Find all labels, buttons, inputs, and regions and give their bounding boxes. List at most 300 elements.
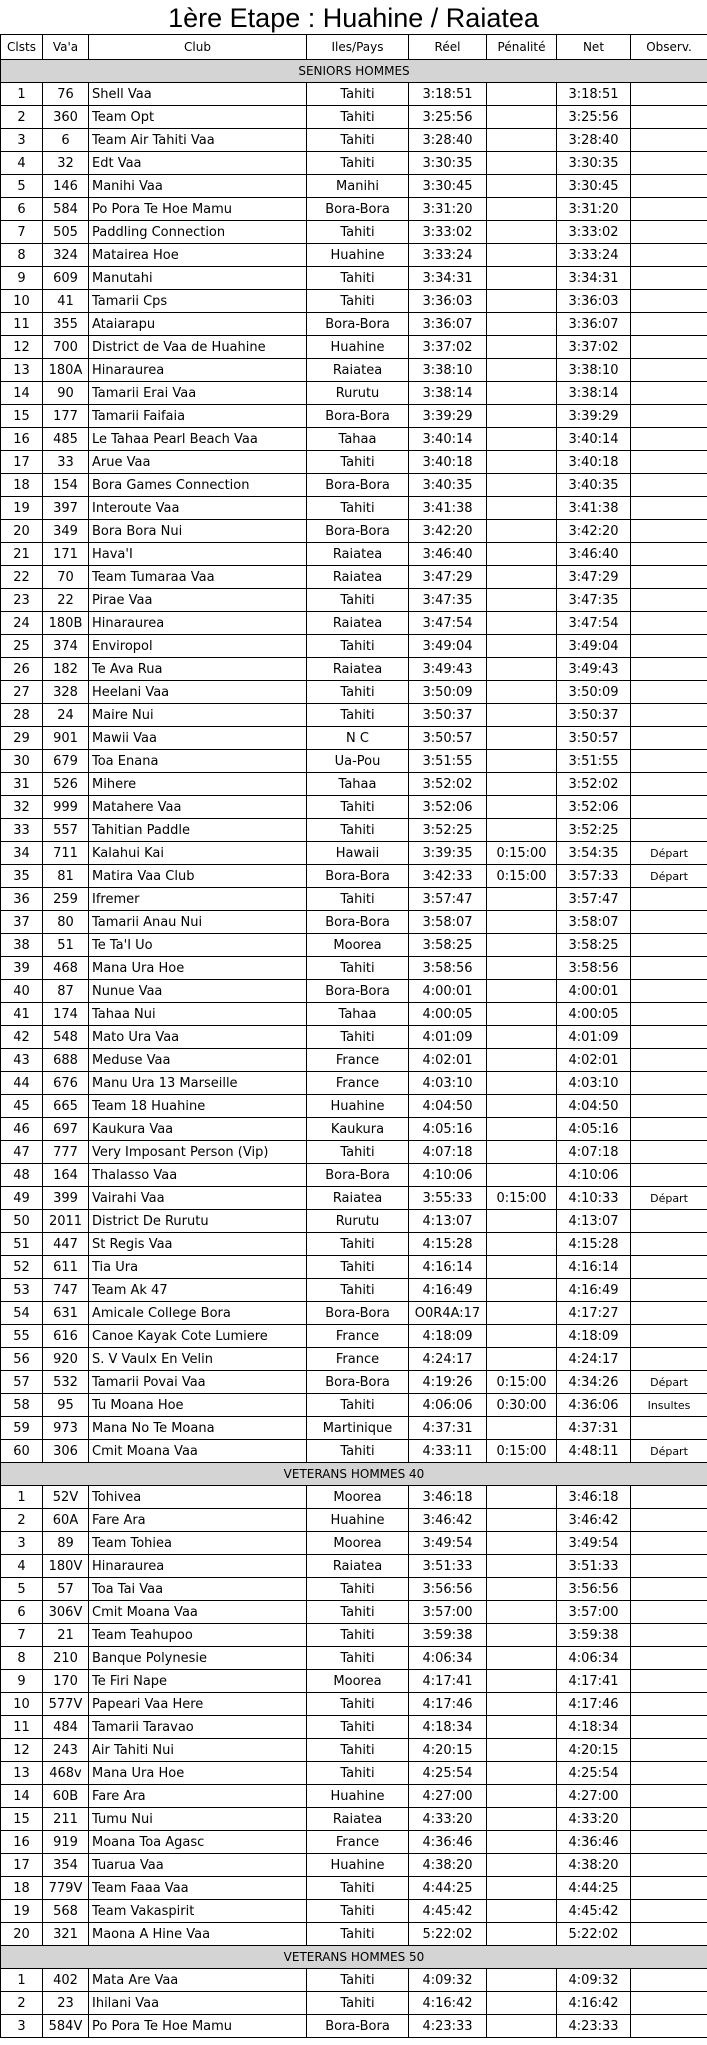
penalty-cell bbox=[487, 1233, 557, 1256]
island-cell: Ua-Pou bbox=[307, 750, 409, 773]
penalty-cell bbox=[487, 106, 557, 129]
penalty-cell bbox=[487, 290, 557, 313]
penalty-cell bbox=[487, 957, 557, 980]
net-time-cell: 3:58:07 bbox=[557, 911, 631, 934]
rank-cell: 20 bbox=[1, 1923, 43, 1946]
penalty-cell bbox=[487, 1256, 557, 1279]
island-cell: Tahiti bbox=[307, 1279, 409, 1302]
net-time-cell: 3:40:35 bbox=[557, 474, 631, 497]
vaa-cell: 397 bbox=[43, 497, 89, 520]
vaa-cell: 485 bbox=[43, 428, 89, 451]
net-time-cell: 3:47:54 bbox=[557, 612, 631, 635]
vaa-cell: 468v bbox=[43, 1762, 89, 1785]
net-time-cell: 4:38:20 bbox=[557, 1854, 631, 1877]
net-time-cell: 4:37:31 bbox=[557, 1417, 631, 1440]
island-cell: Hawaii bbox=[307, 842, 409, 865]
club-cell: Tohivea bbox=[89, 1486, 307, 1509]
rank-cell: 46 bbox=[1, 1118, 43, 1141]
vaa-cell: 57 bbox=[43, 1578, 89, 1601]
penalty-cell bbox=[487, 612, 557, 635]
rank-cell: 16 bbox=[1, 428, 43, 451]
net-time-cell: 3:50:37 bbox=[557, 704, 631, 727]
island-cell: Tahiti bbox=[307, 681, 409, 704]
table-row bbox=[1, 865, 707, 888]
table-row bbox=[1, 1900, 707, 1923]
club-cell: Tamarii Taravao bbox=[89, 1716, 307, 1739]
table-row bbox=[1, 1992, 707, 2015]
net-time-cell: 4:16:14 bbox=[557, 1256, 631, 1279]
rank-cell: 31 bbox=[1, 773, 43, 796]
penalty-cell bbox=[487, 1302, 557, 1325]
table-row bbox=[1, 1325, 707, 1348]
real-time-cell: 3:56:56 bbox=[409, 1578, 487, 1601]
real-time-cell: 3:30:35 bbox=[409, 152, 487, 175]
rank-cell: 30 bbox=[1, 750, 43, 773]
vaa-cell: 568 bbox=[43, 1900, 89, 1923]
penalty-cell: 0:15:00 bbox=[487, 865, 557, 888]
island-cell: Raiatea bbox=[307, 658, 409, 681]
real-time-cell: 3:31:20 bbox=[409, 198, 487, 221]
observation-cell bbox=[631, 520, 707, 543]
observation-cell bbox=[631, 267, 707, 290]
observation-cell bbox=[631, 290, 707, 313]
net-time-cell: 3:54:35 bbox=[557, 842, 631, 865]
rank-cell: 8 bbox=[1, 244, 43, 267]
vaa-cell: 631 bbox=[43, 1302, 89, 1325]
rank-cell: 17 bbox=[1, 1854, 43, 1877]
table-row bbox=[1, 658, 707, 681]
island-cell: France bbox=[307, 1831, 409, 1854]
vaa-cell: 21 bbox=[43, 1624, 89, 1647]
vaa-cell: 505 bbox=[43, 221, 89, 244]
page-title: 1ère Etape : Huahine / Raiatea bbox=[168, 3, 539, 33]
rank-cell: 24 bbox=[1, 612, 43, 635]
real-time-cell: 3:57:47 bbox=[409, 888, 487, 911]
island-cell: Bora-Bora bbox=[307, 980, 409, 1003]
club-cell: Team Tohiea bbox=[89, 1532, 307, 1555]
penalty-cell bbox=[487, 1647, 557, 1670]
penalty-cell bbox=[487, 405, 557, 428]
club-cell: Very Imposant Person (Vip) bbox=[89, 1141, 307, 1164]
penalty-cell bbox=[487, 267, 557, 290]
rank-cell: 14 bbox=[1, 382, 43, 405]
observation-cell bbox=[631, 1601, 707, 1624]
vaa-cell: 321 bbox=[43, 1923, 89, 1946]
net-time-cell: 4:20:15 bbox=[557, 1739, 631, 1762]
penalty-cell bbox=[487, 911, 557, 934]
penalty-cell bbox=[487, 1670, 557, 1693]
real-time-cell: O0R4A:17 bbox=[409, 1302, 487, 1325]
island-cell: Huahine bbox=[307, 1785, 409, 1808]
observation-cell bbox=[631, 474, 707, 497]
net-time-cell: 4:01:09 bbox=[557, 1026, 631, 1049]
vaa-cell: 688 bbox=[43, 1049, 89, 1072]
vaa-cell: 154 bbox=[43, 474, 89, 497]
penalty-cell: 0:30:00 bbox=[487, 1394, 557, 1417]
vaa-cell: 611 bbox=[43, 1256, 89, 1279]
club-cell: Maire Nui bbox=[89, 704, 307, 727]
island-cell: Huahine bbox=[307, 1095, 409, 1118]
club-cell: Canoe Kayak Cote Lumiere bbox=[89, 1325, 307, 1348]
table-row bbox=[1, 221, 707, 244]
club-cell: Ataiarapu bbox=[89, 313, 307, 336]
island-cell: Tahiti bbox=[307, 888, 409, 911]
table-row bbox=[1, 106, 707, 129]
real-time-cell: 4:18:09 bbox=[409, 1325, 487, 1348]
rank-cell: 7 bbox=[1, 1624, 43, 1647]
club-cell: Tahitian Paddle bbox=[89, 819, 307, 842]
penalty-cell bbox=[487, 888, 557, 911]
island-cell: Rurutu bbox=[307, 382, 409, 405]
observation-cell bbox=[631, 1578, 707, 1601]
real-time-cell: 3:38:10 bbox=[409, 359, 487, 382]
rank-cell: 7 bbox=[1, 221, 43, 244]
island-cell: Kaukura bbox=[307, 1118, 409, 1141]
vaa-cell: 171 bbox=[43, 543, 89, 566]
table-row bbox=[1, 957, 707, 980]
club-cell: Mata Are Vaa bbox=[89, 1969, 307, 1992]
rank-cell: 27 bbox=[1, 681, 43, 704]
real-time-cell: 3:51:55 bbox=[409, 750, 487, 773]
island-cell: Tahiti bbox=[307, 1647, 409, 1670]
net-time-cell: 4:04:50 bbox=[557, 1095, 631, 1118]
real-time-cell: 4:23:33 bbox=[409, 2015, 487, 2038]
rank-cell: 19 bbox=[1, 497, 43, 520]
table-row bbox=[1, 1486, 707, 1509]
table-row bbox=[1, 681, 707, 704]
observation-cell bbox=[631, 83, 707, 106]
real-time-cell: 3:50:09 bbox=[409, 681, 487, 704]
penalty-cell bbox=[487, 1624, 557, 1647]
table-row bbox=[1, 1371, 707, 1394]
observation-cell bbox=[631, 1049, 707, 1072]
club-cell: Tia Ura bbox=[89, 1256, 307, 1279]
real-time-cell: 4:36:46 bbox=[409, 1831, 487, 1854]
table-row bbox=[1, 612, 707, 635]
penalty-cell bbox=[487, 1141, 557, 1164]
island-cell: Raiatea bbox=[307, 359, 409, 382]
net-time-cell: 4:18:34 bbox=[557, 1716, 631, 1739]
club-cell: Air Tahiti Nui bbox=[89, 1739, 307, 1762]
real-time-cell: 4:07:18 bbox=[409, 1141, 487, 1164]
net-time-cell: 4:15:28 bbox=[557, 1233, 631, 1256]
club-cell: Te Ta'I Uo bbox=[89, 934, 307, 957]
net-time-cell: 4:17:41 bbox=[557, 1670, 631, 1693]
real-time-cell: 3:46:40 bbox=[409, 543, 487, 566]
rank-cell: 59 bbox=[1, 1417, 43, 1440]
penalty-cell bbox=[487, 589, 557, 612]
table-row bbox=[1, 934, 707, 957]
vaa-cell: 177 bbox=[43, 405, 89, 428]
rank-cell: 4 bbox=[1, 152, 43, 175]
rank-cell: 2 bbox=[1, 1509, 43, 1532]
rank-cell: 44 bbox=[1, 1072, 43, 1095]
observation-cell bbox=[631, 819, 707, 842]
island-cell: Raiatea bbox=[307, 1187, 409, 1210]
island-cell: Bora-Bora bbox=[307, 198, 409, 221]
penalty-cell bbox=[487, 980, 557, 1003]
table-row bbox=[1, 1739, 707, 1762]
table-row bbox=[1, 1095, 707, 1118]
real-time-cell: 3:36:03 bbox=[409, 290, 487, 313]
rank-cell: 18 bbox=[1, 1877, 43, 1900]
observation-cell bbox=[631, 1141, 707, 1164]
island-cell: Bora-Bora bbox=[307, 2015, 409, 2038]
island-cell: France bbox=[307, 1072, 409, 1095]
penalty-cell bbox=[487, 566, 557, 589]
net-time-cell: 4:16:49 bbox=[557, 1279, 631, 1302]
rank-cell: 29 bbox=[1, 727, 43, 750]
net-time-cell: 4:25:54 bbox=[557, 1762, 631, 1785]
net-time-cell: 3:36:03 bbox=[557, 290, 631, 313]
net-time-cell: 3:36:07 bbox=[557, 313, 631, 336]
net-time-cell: 3:18:51 bbox=[557, 83, 631, 106]
net-time-cell: 3:25:56 bbox=[557, 106, 631, 129]
real-time-cell: 4:00:05 bbox=[409, 1003, 487, 1026]
net-time-cell: 3:46:42 bbox=[557, 1509, 631, 1532]
rank-cell: 18 bbox=[1, 474, 43, 497]
club-cell: Arue Vaa bbox=[89, 451, 307, 474]
island-cell: Huahine bbox=[307, 1509, 409, 1532]
real-time-cell: 4:38:20 bbox=[409, 1854, 487, 1877]
section-header-row bbox=[1, 60, 707, 83]
island-cell: Tahiti bbox=[307, 1601, 409, 1624]
real-time-cell: 3:49:04 bbox=[409, 635, 487, 658]
penalty-cell bbox=[487, 336, 557, 359]
table-row bbox=[1, 1141, 707, 1164]
net-time-cell: 3:31:20 bbox=[557, 198, 631, 221]
rank-cell: 1 bbox=[1, 83, 43, 106]
penalty-cell bbox=[487, 1854, 557, 1877]
table-row bbox=[1, 1969, 707, 1992]
vaa-cell: 52V bbox=[43, 1486, 89, 1509]
real-time-cell: 4:02:01 bbox=[409, 1049, 487, 1072]
club-cell: Tumu Nui bbox=[89, 1808, 307, 1831]
penalty-cell bbox=[487, 727, 557, 750]
net-time-cell: 4:34:26 bbox=[557, 1371, 631, 1394]
rank-cell: 3 bbox=[1, 129, 43, 152]
observation-cell bbox=[631, 796, 707, 819]
observation-cell bbox=[631, 451, 707, 474]
island-cell: Tahiti bbox=[307, 1578, 409, 1601]
real-time-cell: 4:01:09 bbox=[409, 1026, 487, 1049]
table-row bbox=[1, 796, 707, 819]
real-time-cell: 3:34:31 bbox=[409, 267, 487, 290]
rank-cell: 43 bbox=[1, 1049, 43, 1072]
island-cell: Raiatea bbox=[307, 566, 409, 589]
island-cell: Bora-Bora bbox=[307, 405, 409, 428]
rank-cell: 49 bbox=[1, 1187, 43, 1210]
net-time-cell: 4:48:11 bbox=[557, 1440, 631, 1463]
observation-cell bbox=[631, 1969, 707, 1992]
real-time-cell: 4:00:01 bbox=[409, 980, 487, 1003]
observation-cell bbox=[631, 543, 707, 566]
observation-cell: Insultes bbox=[631, 1394, 707, 1417]
club-cell: Tamarii Cps bbox=[89, 290, 307, 313]
club-cell: Team Opt bbox=[89, 106, 307, 129]
observation-cell bbox=[631, 1095, 707, 1118]
observation-cell bbox=[631, 1670, 707, 1693]
table-row bbox=[1, 1601, 707, 1624]
observation-cell bbox=[631, 1739, 707, 1762]
club-cell: Team 18 Huahine bbox=[89, 1095, 307, 1118]
club-cell: Manutahi bbox=[89, 267, 307, 290]
net-time-cell: 3:52:06 bbox=[557, 796, 631, 819]
vaa-cell: 920 bbox=[43, 1348, 89, 1371]
table-row bbox=[1, 1762, 707, 1785]
vaa-cell: 484 bbox=[43, 1716, 89, 1739]
table-row bbox=[1, 1417, 707, 1440]
real-time-cell: 3:30:45 bbox=[409, 175, 487, 198]
penalty-cell bbox=[487, 1877, 557, 1900]
rank-cell: 14 bbox=[1, 1785, 43, 1808]
island-cell: Tahiti bbox=[307, 451, 409, 474]
penalty-cell bbox=[487, 1831, 557, 1854]
real-time-cell: 3:42:33 bbox=[409, 865, 487, 888]
penalty-cell bbox=[487, 2015, 557, 2038]
rank-cell: 58 bbox=[1, 1394, 43, 1417]
rank-cell: 4 bbox=[1, 1555, 43, 1578]
rank-cell: 3 bbox=[1, 2015, 43, 2038]
penalty-cell bbox=[487, 1210, 557, 1233]
real-time-cell: 3:50:57 bbox=[409, 727, 487, 750]
island-cell: Tahiti bbox=[307, 129, 409, 152]
real-time-cell: 3:49:43 bbox=[409, 658, 487, 681]
penalty-cell bbox=[487, 1095, 557, 1118]
table-row bbox=[1, 1854, 707, 1877]
real-time-cell: 4:27:00 bbox=[409, 1785, 487, 1808]
real-time-cell: 3:40:35 bbox=[409, 474, 487, 497]
club-cell: Hinaraurea bbox=[89, 612, 307, 635]
real-time-cell: 3:46:42 bbox=[409, 1509, 487, 1532]
penalty-cell bbox=[487, 1923, 557, 1946]
column-header-observation: Observ. bbox=[631, 35, 707, 60]
vaa-cell: 700 bbox=[43, 336, 89, 359]
rank-cell: 5 bbox=[1, 1578, 43, 1601]
club-cell: Interoute Vaa bbox=[89, 497, 307, 520]
penalty-cell bbox=[487, 244, 557, 267]
club-cell: District de Vaa de Huahine bbox=[89, 336, 307, 359]
island-cell: Tahaa bbox=[307, 773, 409, 796]
island-cell: Raiatea bbox=[307, 1555, 409, 1578]
real-time-cell: 3:58:56 bbox=[409, 957, 487, 980]
net-time-cell: 3:46:18 bbox=[557, 1486, 631, 1509]
table-row bbox=[1, 1256, 707, 1279]
observation-cell bbox=[631, 1624, 707, 1647]
rank-cell: 6 bbox=[1, 1601, 43, 1624]
vaa-cell: 306V bbox=[43, 1601, 89, 1624]
net-time-cell: 4:33:20 bbox=[557, 1808, 631, 1831]
vaa-cell: 526 bbox=[43, 773, 89, 796]
penalty-cell bbox=[487, 175, 557, 198]
rank-cell: 13 bbox=[1, 359, 43, 382]
island-cell: Bora-Bora bbox=[307, 474, 409, 497]
observation-cell bbox=[631, 1992, 707, 2015]
island-cell: Tahiti bbox=[307, 635, 409, 658]
vaa-cell: 2011 bbox=[43, 1210, 89, 1233]
column-header-penalty: Pénalité bbox=[487, 35, 557, 60]
penalty-cell bbox=[487, 451, 557, 474]
penalty-cell bbox=[487, 1532, 557, 1555]
vaa-cell: 402 bbox=[43, 1969, 89, 1992]
club-cell: Kalahui Kai bbox=[89, 842, 307, 865]
club-cell: Matairea Hoe bbox=[89, 244, 307, 267]
rank-cell: 2 bbox=[1, 106, 43, 129]
real-time-cell: 4:04:50 bbox=[409, 1095, 487, 1118]
net-time-cell: 3:42:20 bbox=[557, 520, 631, 543]
rank-cell: 32 bbox=[1, 796, 43, 819]
observation-cell bbox=[631, 2015, 707, 2038]
vaa-cell: 577V bbox=[43, 1693, 89, 1716]
real-time-cell: 3:42:20 bbox=[409, 520, 487, 543]
vaa-cell: 349 bbox=[43, 520, 89, 543]
table-row bbox=[1, 520, 707, 543]
rank-cell: 54 bbox=[1, 1302, 43, 1325]
table-row bbox=[1, 1302, 707, 1325]
island-cell: France bbox=[307, 1348, 409, 1371]
net-time-cell: 3:33:02 bbox=[557, 221, 631, 244]
rank-cell: 17 bbox=[1, 451, 43, 474]
real-time-cell: 3:58:25 bbox=[409, 934, 487, 957]
observation-cell bbox=[631, 704, 707, 727]
island-cell: Tahiti bbox=[307, 1141, 409, 1164]
island-cell: Moorea bbox=[307, 1670, 409, 1693]
table-row bbox=[1, 1555, 707, 1578]
vaa-cell: 557 bbox=[43, 819, 89, 842]
net-time-cell: 4:06:34 bbox=[557, 1647, 631, 1670]
observation-cell bbox=[631, 1900, 707, 1923]
column-header-net-time: Net bbox=[557, 35, 631, 60]
section-title: SENIORS HOMMES bbox=[1, 60, 707, 83]
island-cell: Tahiti bbox=[307, 1877, 409, 1900]
rank-cell: 38 bbox=[1, 934, 43, 957]
club-cell: Mana Ura Hoe bbox=[89, 1762, 307, 1785]
table-row bbox=[1, 1532, 707, 1555]
island-cell: Rurutu bbox=[307, 1210, 409, 1233]
observation-cell: Départ bbox=[631, 1187, 707, 1210]
net-time-cell: 5:22:02 bbox=[557, 1923, 631, 1946]
club-cell: Meduse Vaa bbox=[89, 1049, 307, 1072]
table-row bbox=[1, 1026, 707, 1049]
club-cell: Tamarii Faifaia bbox=[89, 405, 307, 428]
island-cell: Tahiti bbox=[307, 1026, 409, 1049]
table-row bbox=[1, 1279, 707, 1302]
island-cell: France bbox=[307, 1049, 409, 1072]
penalty-cell bbox=[487, 1762, 557, 1785]
real-time-cell: 4:03:10 bbox=[409, 1072, 487, 1095]
real-time-cell: 3:40:18 bbox=[409, 451, 487, 474]
net-time-cell: 3:40:18 bbox=[557, 451, 631, 474]
club-cell: Bora Bora Nui bbox=[89, 520, 307, 543]
vaa-cell: 60B bbox=[43, 1785, 89, 1808]
rank-cell: 45 bbox=[1, 1095, 43, 1118]
vaa-cell: 259 bbox=[43, 888, 89, 911]
observation-cell bbox=[631, 1325, 707, 1348]
net-time-cell: 3:40:14 bbox=[557, 428, 631, 451]
rank-cell: 55 bbox=[1, 1325, 43, 1348]
rank-cell: 52 bbox=[1, 1256, 43, 1279]
observation-cell: Départ bbox=[631, 1440, 707, 1463]
penalty-cell bbox=[487, 1555, 557, 1578]
real-time-cell: 3:25:56 bbox=[409, 106, 487, 129]
island-cell: Tahiti bbox=[307, 589, 409, 612]
island-cell: France bbox=[307, 1325, 409, 1348]
island-cell: Tahaa bbox=[307, 428, 409, 451]
real-time-cell: 4:06:34 bbox=[409, 1647, 487, 1670]
island-cell: Tahiti bbox=[307, 957, 409, 980]
table-row bbox=[1, 1877, 707, 1900]
real-time-cell: 4:33:20 bbox=[409, 1808, 487, 1831]
